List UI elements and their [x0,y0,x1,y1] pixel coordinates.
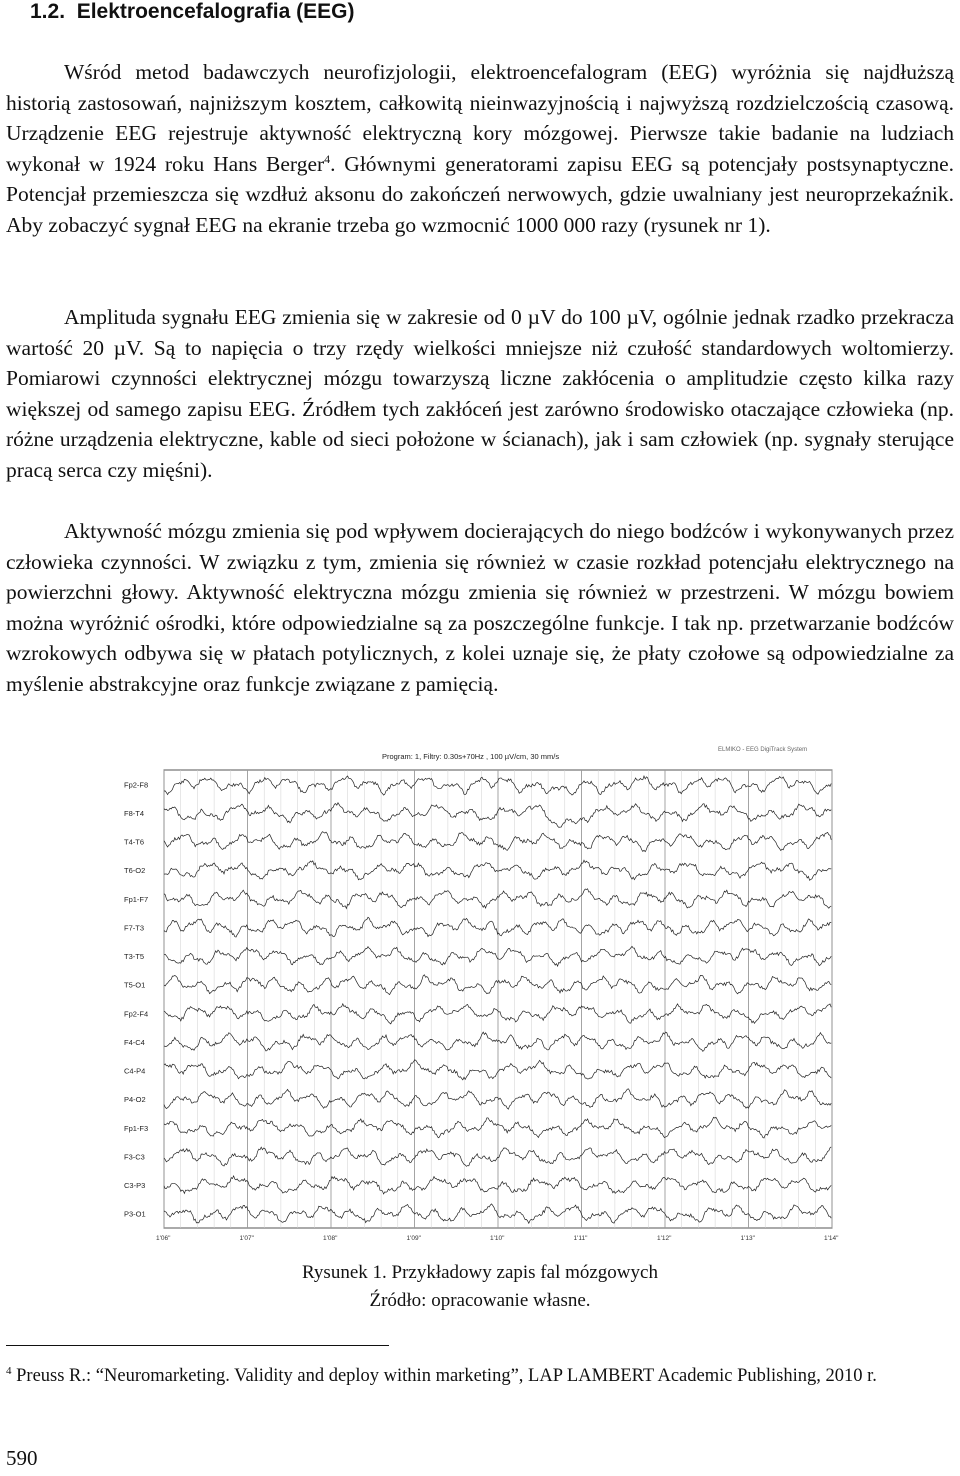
section-number: 1.2. [30,0,66,23]
channel-label: T3-T5 [124,952,145,962]
eeg-time-labels [156,1235,839,1242]
channel-label: T4-T6 [124,837,145,847]
footnote-text: Preuss R.: “Neuromarketing. Validity and deploy within marketing”, LAP LAMBERT Academic Publishing, 2010 r. [11,1366,877,1387]
paragraph-1 [6,57,954,241]
channel-label: T6-O2 [124,866,146,876]
channel-label: F3-C3 [124,1152,145,1162]
figure-caption: Rysunek 1. Przykładowy zapis fal mózgowych [302,1262,658,1283]
eeg-header-device: ELMIKO - EEG DigiTrack System [718,747,808,753]
channel-label: Fp2-F4 [124,1009,149,1019]
time-label: 1'13" [740,1235,755,1242]
time-label: 1'10" [490,1235,505,1242]
eeg-figure [120,742,840,1247]
paragraph-1-text: Wśród metod badawczych neurofizjologii, elektroencefalogram (EEG) wyróżnia się najdłuższą historią zastosowań, najniższym kosztem, całkowitą nieinwazyjnością i najwyższą rozdzielczością czasową. Urządzenie EEG rejestruje aktywność elektryczną kory mózgowej. Pierwsze takie badanie na ludziach wykonał w 1924 roku Hans Berger [6,60,954,176]
footnote-divider [6,1345,389,1346]
paragraph-2-text: Amplituda sygnału EEG zmienia się w zakresie od 0 µV do 100 µV, ogólnie jednak rzadko przekracza wartość 20 µV. Są to napięcia o trzy rzędy wielkości mniejsze niż czułość standardowych woltomierzy. Pomiarowi czynności elektrycznej mózgu towarzyszą liczne zakłócenia o amplitudzie często kilka razy większej od samego zapisu EEG. Źródłem tych zakłóceń jest zarówno środowisko otaczające człowieka (np. różne urządzenia elektryczne, kable od sieci położone w ścianach), jak i sam człowiek (np. sygnały sterujące pracą serca czy mięśni). [6,305,954,482]
channel-label: Fp1-F7 [124,894,149,904]
paragraph-3-text: Aktywność mózgu zmienia się pod wpływem docierających do niego bodźców i wykonywanych przez człowieka czynności. W związku z tym, zmienia się również w czasie rozkład potencjału elektrycznego na powierzchni głowy. Aktywność elektryczna mózgu zmienia się również w przestrzeni. W mózgu bowiem można wyróżnić ośrodki, które odpowiedzialne są za poszczególne funkcje. I tak np. przetwarzanie bodźców wzrokowych odbywa się w płatach potylicznych, z kolei uznaje się, że płaty czołowe są odpowiedzialne za myślenie abstrakcyjne oraz funkcje związane z pamięcią. [6,519,954,696]
time-label: 1'11" [573,1235,588,1242]
figure-source: Źródło: opracowanie własne. [369,1290,591,1311]
time-label: 1'09" [406,1235,421,1242]
channel-label: Fp2-F8 [124,780,149,790]
channel-label: F4-C4 [124,1037,145,1047]
section-heading [30,0,354,24]
channel-label: P3-O1 [124,1209,146,1219]
channel-label: F7-T3 [124,923,145,933]
channel-label: C3-P3 [124,1181,146,1191]
footnote-number: 4 [6,1365,12,1377]
time-label: 1'06" [156,1235,171,1242]
paragraph-2 [6,302,954,486]
eeg-header-program: Program: 1, Filtry: 0.30s+70Hz , 100 µV/cm, 30 mm/s [382,752,560,761]
footnote [6,1358,954,1390]
channel-label: P4-O2 [124,1095,146,1105]
footnote-ref[interactable]: 4 [324,151,331,166]
eeg-recording [120,742,840,1247]
time-label: 1'14" [824,1235,839,1242]
page-number: 590 [6,1446,38,1470]
time-label: 1'08" [323,1235,338,1242]
paragraph-1-text-after: . Głównymi generatorami zapisu EEG są potencjały postsynaptyczne. Potencjał przemieszcza się wzdłuż aksonu do zakończeń nerwowych, gdzie uwalniany jest neuroprzekaźnik. Aby zobaczyć sygnał EEG na ekranie trzeba go wzmocnić 1000 000 razy (rysunek nr 1). [6,151,954,237]
paragraph-3 [6,516,954,700]
time-label: 1'07" [239,1235,254,1242]
channel-label: Fp1-F3 [124,1123,149,1133]
channel-label: T5-O1 [124,980,146,990]
channel-label: F8-T4 [124,808,145,818]
channel-label: C4-P4 [124,1066,146,1076]
eeg-channel-labels [124,780,148,1218]
section-title: Elektroencefalografia (EEG) [76,0,355,23]
time-label: 1'12" [657,1235,672,1242]
